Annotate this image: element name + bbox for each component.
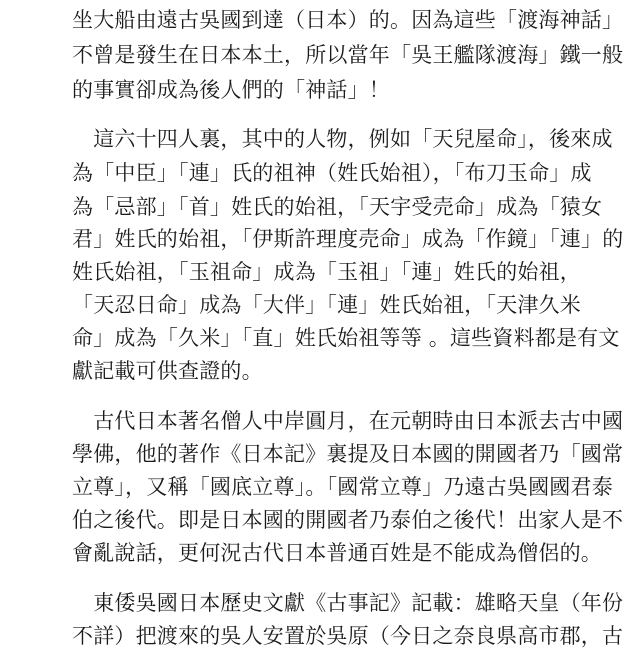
text-line: 君」姓氏的始祖，「伊斯許理度売命」成為「作鏡」「連」的 <box>72 227 624 251</box>
text-line: 不曾是發生在日本本土，所以當年「吳王艦隊渡海」鐵一般 <box>72 43 624 67</box>
text-line: 為「中臣」「連」氏的祖神（姓氏始祖），「布刀玉命」成 <box>72 161 592 185</box>
text-line: 坐大船由遠古吳國到達（日本）的。因為這些「渡海神話」 <box>72 8 624 32</box>
text-line: 伯之後代。即是日本國的開國者乃泰伯之後代！出家人是不 <box>72 508 624 532</box>
text-line: 東倭吳國日本歷史文獻《古事記》記載：雄略天皇（年份 <box>72 591 624 615</box>
text-line: 這六十四人裏，其中的人物，例如「天兒屋命」，後來成 <box>72 127 613 151</box>
text-line: 會亂說話，更何況古代日本普通百姓是不能成為僧侶的。 <box>72 541 602 565</box>
text-line: 立尊」，又稱「國底立尊」。「國常立尊」乃遠古吳國國君泰 <box>72 475 613 499</box>
text-line: 命」成為「久米」「直」姓氏始祖等等 。這些資料都是有文 <box>72 326 620 350</box>
text-line: 獻記載可供查證的。 <box>72 359 263 383</box>
text-line: 古代日本著名僧人中岸圓月，在元朝時由日本派去古中國 <box>72 409 624 433</box>
text-line: 的事實卻成為後人們的「神話」！ <box>72 78 390 102</box>
text-line: 姓氏始祖，「玉祖命」成為「玉祖」「連」姓氏的始祖， <box>72 260 581 284</box>
text-line: 「天忍日命」成為「大伴」「連」姓氏始祖，「天津久米 <box>72 293 581 317</box>
text-line: 不詳）把渡來的吳人安置於吳原（今日之奈良県高市郡，古 <box>72 624 624 648</box>
text-line: 學佛，他的著作《日本記》裏提及日本國的開國者乃「國常 <box>72 442 624 466</box>
text-line: 為「忌部」「首」姓氏的始祖，「天宇受売命」成為「猿女 <box>72 195 603 219</box>
